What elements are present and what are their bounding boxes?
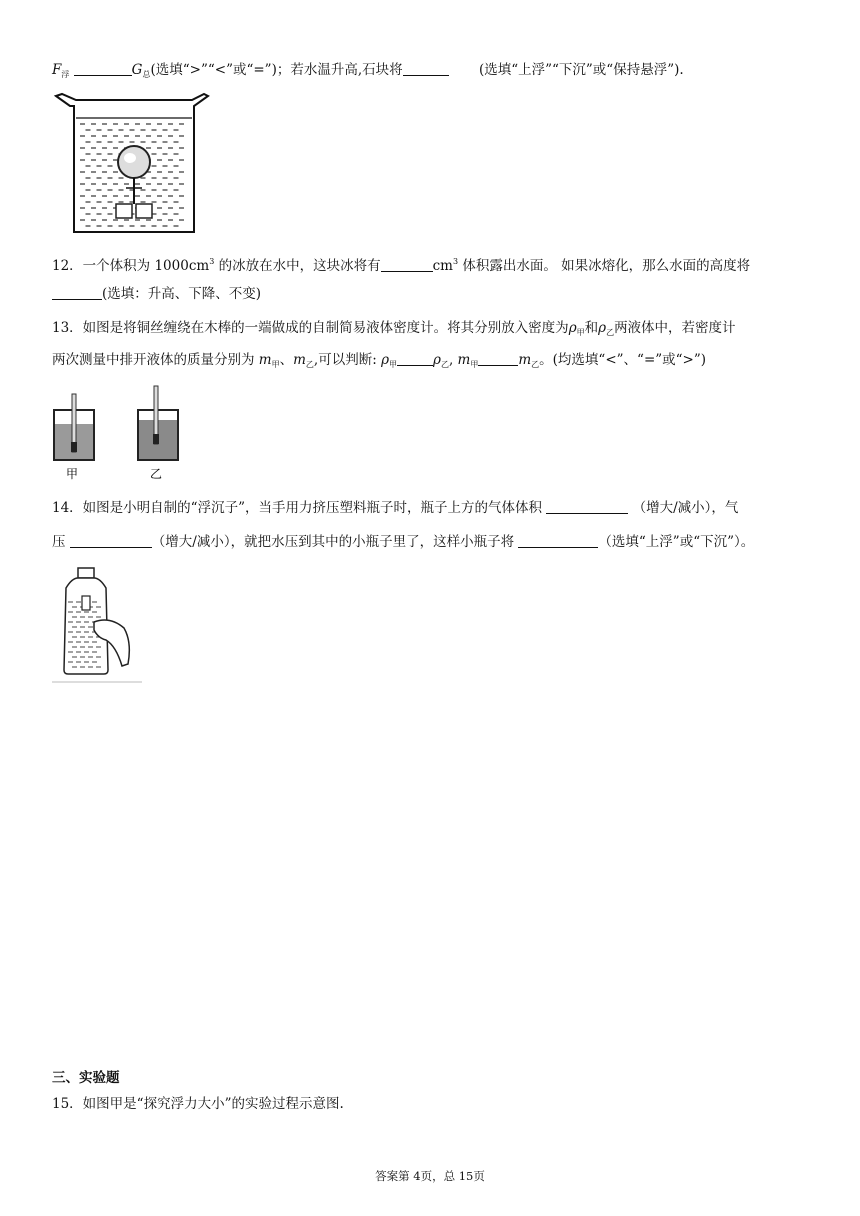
separator: 、 (279, 352, 294, 368)
q12-text-d: 体积露出水面。 如果冰熔化，那么水面的高度将 (458, 258, 751, 274)
answer-blank[interactable] (74, 61, 132, 76)
q11-text-a: (选填“>”“<”或“=”)；若水温升高,石块将 (150, 62, 403, 78)
separator: , (448, 352, 458, 368)
answer-blank[interactable] (518, 533, 598, 548)
rho-symbol: ρ (568, 320, 577, 336)
force-F: F (52, 62, 62, 78)
answer-blank[interactable] (403, 61, 449, 76)
answer-blank[interactable] (381, 257, 433, 272)
rho-symbol: ρ (598, 320, 607, 336)
subscript-yi: 乙 (606, 328, 615, 337)
force-F-subscript: 浮 (61, 70, 70, 79)
mass-m: m (518, 352, 532, 368)
q12-text-b: 的冰放在水中，这块冰将有 (214, 258, 381, 274)
beaker-jia (54, 394, 94, 460)
subscript-jia: 甲 (576, 328, 585, 337)
q13-text-e: 。(均选填“<”、“=”或“>”) (539, 352, 707, 368)
q11-line (52, 60, 808, 85)
q15-line: 15．如图甲是“探究浮力大小”的实验过程示意图. (52, 1096, 344, 1112)
q12-line1 (52, 252, 808, 276)
q14-text-a: 14．如图是小明自制的“浮沉子”，当手用力挤压塑料瓶子时，瓶子上方的气体体积 (52, 500, 542, 516)
mass-m: m (457, 352, 471, 368)
q13-text-c: 两次测量中排开液体的质量分别为 (52, 352, 259, 368)
subscript-yi: 乙 (531, 360, 540, 369)
answer-blank[interactable] (70, 533, 152, 548)
answer-blank[interactable] (546, 499, 628, 514)
weight-G: G (131, 62, 143, 78)
label-jia: 甲 (66, 467, 79, 481)
q12-options: (选填：升高、下降、不变) (102, 286, 262, 302)
label-yi: 乙 (150, 467, 163, 481)
q14-line1 (52, 498, 808, 518)
q13-text-d: ,可以判断: (313, 352, 382, 368)
q13-text-b: 两液体中，若密度计 (614, 320, 736, 336)
q13-line1 (52, 318, 808, 343)
answer-blank[interactable] (397, 351, 433, 366)
cartesian-diver-figure (50, 566, 146, 686)
mass-m: m (258, 352, 272, 368)
subscript-yi: 乙 (440, 360, 449, 369)
beaker-yi (138, 386, 178, 460)
subscript-jia: 甲 (389, 360, 397, 369)
q14-text-c: 压 (52, 534, 66, 550)
q13-text-a: 13．如图是将铜丝缠绕在木棒的一端做成的自制简易液体密度计。将其分别放入密度为 (52, 320, 569, 336)
q14-line2 (52, 532, 808, 552)
rho-symbol: ρ (381, 352, 389, 368)
q12-unit-cm: cm (432, 258, 453, 274)
q11-text-b: (选填“上浮”“下沉”或“保持悬浮”). (478, 62, 684, 78)
superscript-3: 3 (452, 257, 459, 266)
q12-text-a: 12．一个体积为 1000cm (52, 258, 210, 274)
page-footer: 答案第 4页，总 15页 (375, 1169, 485, 1183)
hydrometer-figures (50, 384, 190, 484)
subscript-jia: 甲 (470, 360, 479, 369)
q13-line2 (52, 350, 808, 375)
answer-blank[interactable] (52, 285, 102, 300)
q12-line2 (52, 284, 808, 304)
superscript-3: 3 (209, 257, 215, 266)
subscript-yi: 乙 (305, 360, 314, 369)
section-title: 三、实验题 (52, 1070, 120, 1086)
subscript-jia: 甲 (271, 360, 280, 369)
q14-text-b: （增大/减小），气 (632, 500, 739, 516)
q14-text-d: （增大/减小），就把水压到其中的小瓶子里了，这样小瓶子将 (151, 534, 515, 550)
answer-blank[interactable] (478, 351, 518, 366)
mass-m: m (293, 352, 306, 368)
q14-text-e: （选填“上浮”或“下沉”）。 (598, 534, 755, 550)
weight-G-subscript: 总 (142, 70, 151, 79)
beaker-balloon-figure (52, 92, 212, 238)
rho-symbol: ρ (433, 352, 441, 368)
q13-and: 和 (584, 320, 599, 336)
